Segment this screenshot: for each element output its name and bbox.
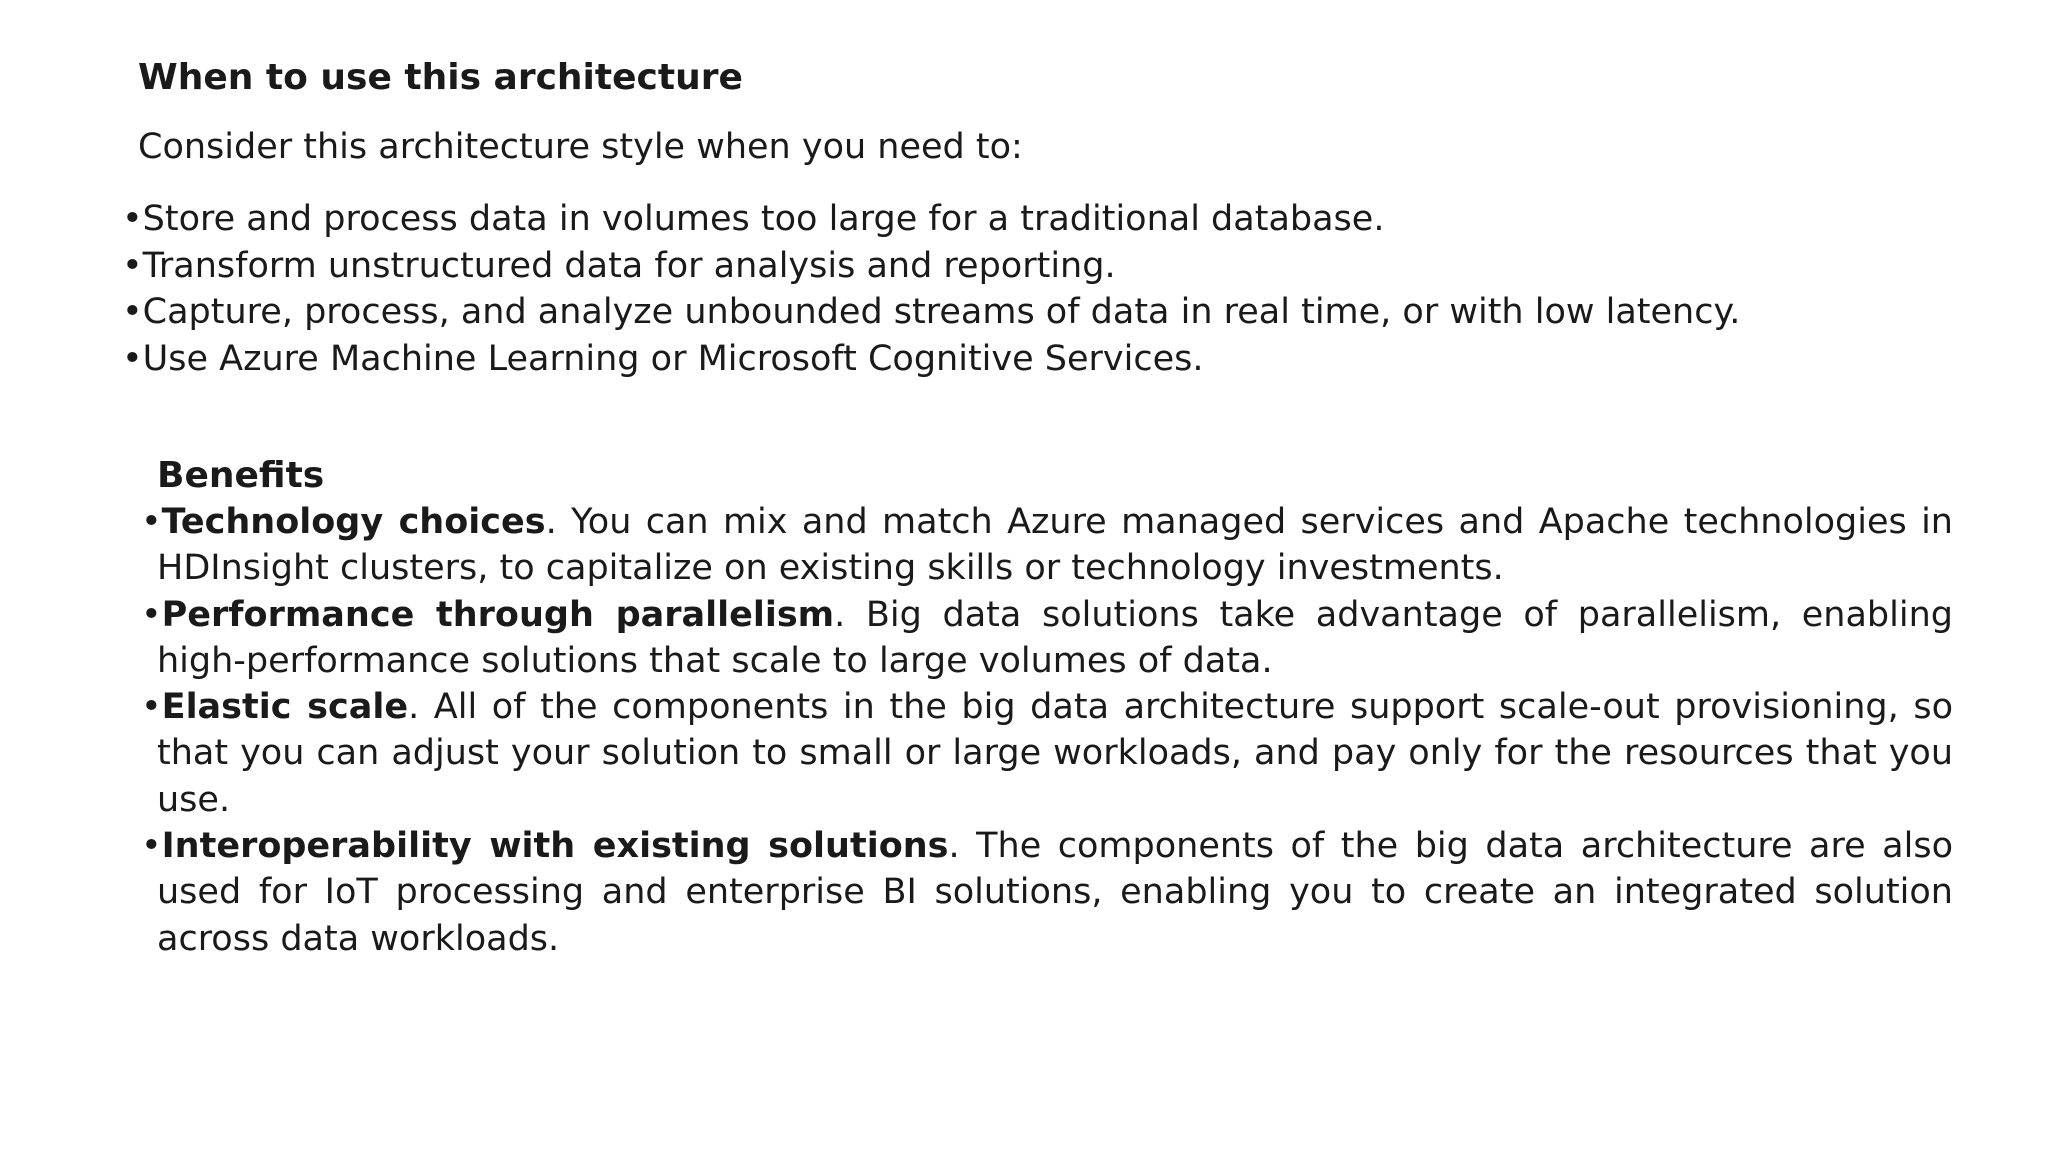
use-case-list xyxy=(122,196,1740,382)
benefit-title: Interoperability with existing solutions xyxy=(161,826,949,867)
list-item xyxy=(122,336,1740,383)
benefit-text: . You can mix and match Azure managed services and Apache technologies in HDInsight clusters, to capitalize on existing skills or technology investments. xyxy=(157,502,1953,589)
bullet-icon: • xyxy=(141,594,162,635)
benefit-text: . Big data solutions take advantage of parallelism, enabling high-performance solutions that scale to large volumes of data. xyxy=(157,594,1953,681)
list-item-text: Transform unstructured data for analysis and reporting. xyxy=(142,245,1116,286)
benefit-item xyxy=(141,684,1953,823)
benefit-item xyxy=(141,823,1953,962)
benefit-text: . All of the components in the big data architecture support scale-out provisioning, so that you can adjust your solution to small or large workloads, and pay only for the resources that you use. xyxy=(157,687,1954,820)
benefit-item xyxy=(141,592,1953,685)
benefit-title: Technology choices xyxy=(161,502,546,542)
benefit-text: . The components of the big data architecture are also used for IoT processing and enterprise BI solutions, enabling you to create an integrated solution across data workloads. xyxy=(157,826,1953,959)
bullet-icon: • xyxy=(122,338,143,379)
bullet-icon: • xyxy=(122,292,143,332)
bullet-icon: • xyxy=(122,199,143,239)
list-item xyxy=(122,196,1740,243)
section-heading: When to use this architecture xyxy=(138,57,743,98)
bullet-icon: • xyxy=(141,502,162,542)
intro-text: Consider this architecture style when you need to: xyxy=(138,127,1023,167)
list-item-text: Use Azure Machine Learning or Microsoft Cognitive Services. xyxy=(142,338,1204,379)
list-item xyxy=(122,243,1740,290)
list-item-text: Store and process data in volumes too large for a traditional database. xyxy=(142,199,1385,239)
bullet-icon: • xyxy=(141,687,162,728)
list-item-text: Capture, process, and analyze unbounded streams of data in real time, or with low latency. xyxy=(142,292,1741,332)
bullet-icon: • xyxy=(141,826,162,867)
benefit-title: Elastic scale xyxy=(161,687,409,728)
benefit-title: Performance through parallelism xyxy=(161,594,835,635)
bullet-icon: • xyxy=(122,245,143,286)
list-item xyxy=(122,289,1740,336)
benefits-list xyxy=(141,499,1953,962)
benefits-heading: Benefits xyxy=(157,455,325,496)
benefit-item xyxy=(141,499,1953,592)
